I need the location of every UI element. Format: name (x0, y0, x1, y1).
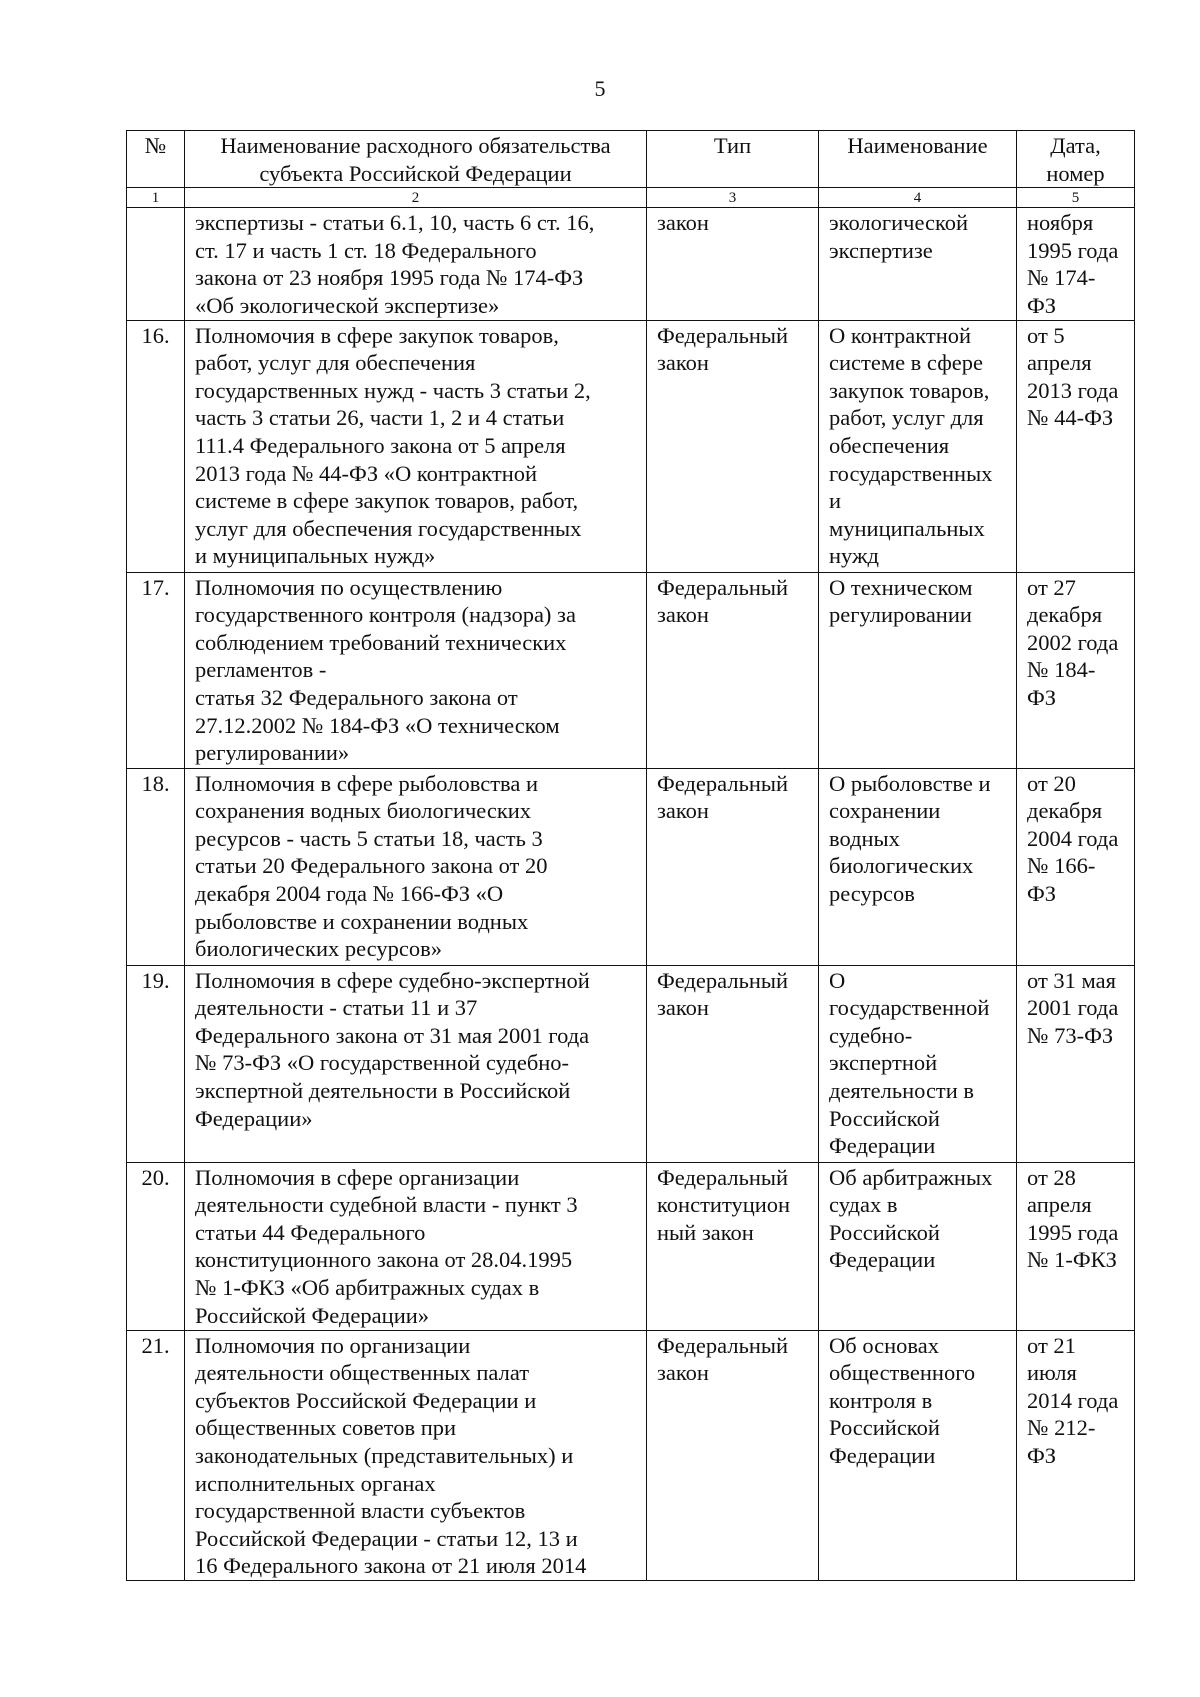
act-title: О рыболовстве и сохранении водных биологических ресурсов (819, 768, 1017, 965)
row-number: 16. (127, 320, 185, 572)
table-row (127, 965, 1135, 1162)
obligation-name: Полномочия в сфере судебно-экспертной деятельности - статьи 11 и 37 Федерального закона от 31 мая 2001 года № 73-ФЗ «О государственной судебно- экспертной деятельности в Российской Федерации» (185, 965, 647, 1162)
obligation-name: Полномочия по организации деятельности общественных палат субъектов Российской Федерации и общественных советов при законодательных (представительных) и исполнительных органах государственной власти субъектов Российской Федерации - статьи 12, 13 и 16 Федерального закона от 21 июля 2014 (185, 1330, 647, 1580)
obligations-table (126, 130, 1135, 1581)
act-title: О контрактной системе в сфере закупок товаров, работ, услуг для обеспечения государственных и муниципальных нужд (819, 320, 1017, 572)
obligation-name: Полномочия в сфере рыболовства и сохранения водных биологических ресурсов - часть 5 статьи 18, часть 3 статьи 20 Федерального закона от 20 декабря 2004 года № 166-ФЗ «О рыболовстве и сохранении водных биологических ресурсов» (185, 768, 647, 965)
header-number: № (127, 131, 185, 188)
act-type: Федеральный закон (647, 768, 819, 965)
act-type: Федеральный закон (647, 572, 819, 768)
obligation-name: Полномочия в сфере закупок товаров, работ, услуг для обеспечения государственных нужд - часть 3 статьи 2, часть 3 статьи 26, части 1, 2 и 4 статьи 111.4 Федерального закона от 5 апреля 2013 года № 44-ФЗ «О контрактной системе в сфере закупок товаров, работ, услуг для обеспечения государственных и муниципальных нужд» (185, 320, 647, 572)
table-row (127, 768, 1135, 965)
act-type: Федеральный конституцион ный закон (647, 1162, 819, 1330)
act-title: Об арбитражных судах в Российской Федерации (819, 1162, 1017, 1330)
table-row (127, 572, 1135, 768)
column-index: 5 (1017, 188, 1135, 208)
header-date-number: Дата, номер (1017, 131, 1135, 188)
act-date-number: ноября 1995 года № 174-ФЗ (1017, 208, 1135, 320)
table-header-row (127, 131, 1135, 188)
page-number: 5 (594, 76, 606, 101)
row-number: 18. (127, 768, 185, 965)
row-number: 17. (127, 572, 185, 768)
header-obligation-name: Наименование расходного обязательства субъекта Российской Федерации (185, 131, 647, 188)
table-row (127, 320, 1135, 572)
column-index: 2 (185, 188, 647, 208)
act-date-number: от 27 декабря 2002 года № 184-ФЗ (1017, 572, 1135, 768)
act-type: Федеральный закон (647, 965, 819, 1162)
column-index: 4 (819, 188, 1017, 208)
row-number: 20. (127, 1162, 185, 1330)
act-date-number: от 21 июля 2014 года № 212-ФЗ (1017, 1330, 1135, 1580)
table-row (127, 1330, 1135, 1580)
act-title: Об основах общественного контроля в Российской Федерации (819, 1330, 1017, 1580)
row-number (127, 208, 185, 320)
act-date-number: от 5 апреля 2013 года № 44-ФЗ (1017, 320, 1135, 572)
obligation-name: экспертизы - статьи 6.1, 10, часть 6 ст. 16, ст. 17 и часть 1 ст. 18 Федерального закона от 23 ноября 1995 года № 174-ФЗ «Об экологической экспертизе» (185, 208, 647, 320)
header-type: Тип (647, 131, 819, 188)
act-title: О государственной судебно- экспертной деятельности в Российской Федерации (819, 965, 1017, 1162)
act-type: Федеральный закон (647, 320, 819, 572)
act-type: закон (647, 208, 819, 320)
act-title: экологической экспертизе (819, 208, 1017, 320)
obligation-name: Полномочия в сфере организации деятельности судебной власти - пункт 3 статьи 44 Федерального конституционного закона от 28.04.1995 № 1-ФКЗ «Об арбитражных судах в Российской Федерации» (185, 1162, 647, 1330)
act-type: Федеральный закон (647, 1330, 819, 1580)
row-number: 21. (127, 1330, 185, 1580)
act-title: О техническом регулировании (819, 572, 1017, 768)
row-number: 19. (127, 965, 185, 1162)
column-index: 1 (127, 188, 185, 208)
header-title: Наименование (819, 131, 1017, 188)
act-date-number: от 20 декабря 2004 года № 166-ФЗ (1017, 768, 1135, 965)
table-row (127, 1162, 1135, 1330)
column-index-row (127, 188, 1135, 208)
act-date-number: от 28 апреля 1995 года № 1-ФКЗ (1017, 1162, 1135, 1330)
column-index: 3 (647, 188, 819, 208)
act-date-number: от 31 мая 2001 года № 73-ФЗ (1017, 965, 1135, 1162)
table-row (127, 208, 1135, 320)
obligation-name: Полномочия по осуществлению государственного контроля (надзора) за соблюдением требований технических регламентов - статья 32 Федерального закона от 27.12.2002 № 184-ФЗ «О техническом регулировании» (185, 572, 647, 768)
